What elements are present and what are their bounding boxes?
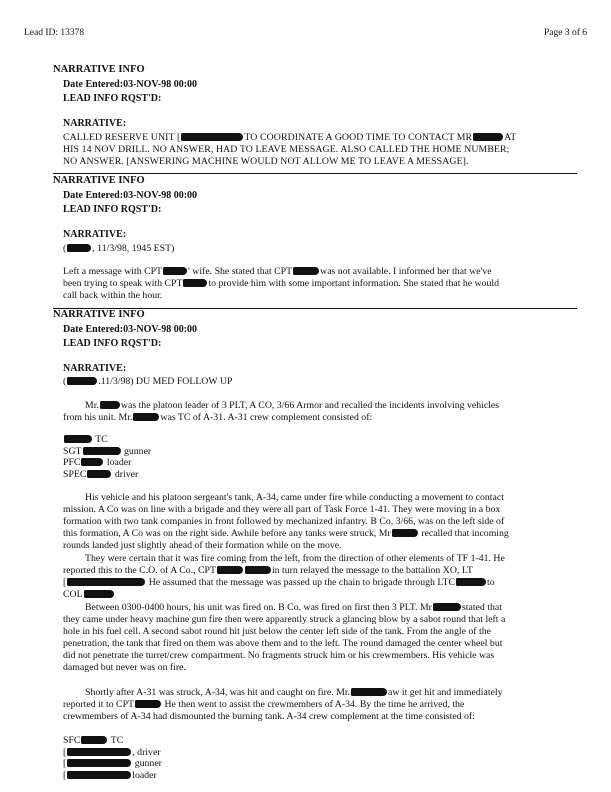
- redaction: [81, 736, 107, 744]
- narrative-text: Left a message with CPT ' wife. She stated that CPT was not available. I informed her that we've been trying to speak with CPT to provide him with some important information. She stated that he would call back within the hour.: [63, 266, 500, 301]
- redaction: [87, 470, 111, 478]
- lead-info-requested: LEAD INFO RQST'D:: [63, 204, 162, 215]
- section-divider: [53, 173, 577, 174]
- narrative-label: NARRATIVE:: [63, 363, 127, 374]
- redaction: [456, 578, 486, 586]
- list-item: TC: [63, 434, 151, 446]
- narrative-reference: ( , 11/3/98, 1945 EST): [63, 243, 175, 254]
- redaction: [67, 244, 91, 252]
- redaction: [100, 401, 120, 409]
- date-entered: Date Entered:03-NOV-98 00:00: [63, 190, 198, 201]
- redaction: [473, 133, 503, 141]
- narrative-paragraph: Shortly after A-31 was struck, A-34, was hit and caught on fire. Mr. aw it get hit and immediately reported it to CPT He then went to assist the crewmembers of A-34. By the time he arrived, the crewmembers of A-34 had dismounted the burning tank. A-34 crew complement at the time consisted of:: [63, 687, 503, 722]
- crew-list-a34: [63, 735, 162, 781]
- redaction: [133, 413, 159, 421]
- redaction: [81, 458, 103, 466]
- redaction: [67, 771, 131, 779]
- redaction: [433, 603, 461, 611]
- redaction: [67, 578, 145, 586]
- redaction: [392, 529, 418, 537]
- narrative-reference: ( .11/3/98) DU MED FOLLOW UP: [63, 376, 233, 387]
- narrative-text: CALLED RESERVE UNIT [ TO COORDINATE A GOOD TIME TO CONTACT MR AT HIS 14 NOV DRILL. NO ANSWER, HAD TO LEAVE MESSAGE. ALSO CALLED THE HOME NUMBER; NO ANSWER. [ANSWERING MACHINE WOULD NOT ALLOW ME TO LEAVE A MESSAGE].: [63, 132, 517, 167]
- lead-info-requested: LEAD INFO RQST'D:: [63, 93, 162, 104]
- narrative-paragraph: Between 0300-0400 hours, his unit was fired on. B Co. was fired on first then 3 PLT. Mr stated that they came under heavy machine gun fire then were apparently struck a glancing blow by a sabot round that left a hole in his fuel cell. A second sabot round hit just below the center left side of the tank. From the angle of the penetration, the tank that fired on them was above them and to the left. The round damaged the center wheel but did not penetrate the turret/crew compartment. No fragments struck him or his crewmembers. His vehicle was damaged but never was on fire.: [63, 602, 506, 673]
- section-title: NARRATIVE INFO: [53, 175, 145, 186]
- lead-info-requested: LEAD INFO RQST'D:: [63, 338, 162, 349]
- crew-list-a31: [63, 434, 151, 480]
- redaction: [135, 700, 161, 708]
- list-item: SPEC driver: [63, 468, 139, 480]
- redaction: [293, 267, 319, 275]
- lead-id: Lead ID: 13378: [24, 28, 85, 38]
- redaction: [67, 377, 97, 385]
- list-item: [ loader: [63, 769, 157, 781]
- narrative-paragraph: They were certain that it was fire coming from the left, from the direction of other elements of TF 1-41. He reported this to the C.O. of A Co., CPT in turn relayed the message to the battalion XO, LT [ He assumed that the message was passed up the chain to brigade through LTC to COL: [63, 553, 505, 600]
- page-number: Page 3 of 6: [543, 28, 587, 38]
- narrative-label: NARRATIVE:: [63, 118, 127, 129]
- redaction: [84, 590, 114, 598]
- redaction: [67, 748, 131, 756]
- narrative-paragraph: His vehicle and his platoon sergeant's tank, A-34, came under fire while conducting a movement to contact mission. A Co was on line with a brigade and they were all part of Task Force 1-41. They were moving in a box formation with two tank companies in front followed by mechanized infantry. B Co, 3/66, was on the left side of this formation, A Co was on the right side. Awhile before any tanks were struck, Mr recalled that incoming rounds landed just slightly ahead of their formation while on the move.: [63, 492, 509, 551]
- redaction: [217, 566, 243, 574]
- list-item: SFC TC: [63, 735, 124, 746]
- list-item: SGT gunner: [63, 445, 152, 457]
- list-item: [ gunner: [63, 758, 162, 769]
- section-title: NARRATIVE INFO: [53, 309, 145, 320]
- narrative-intro: Mr. was the platoon leader of 3 PLT, A CO, 3/66 Armor and recalled the incidents involving vehicles from his unit. Mr. was TC of A-31. A-31 crew complement consisted of:: [63, 400, 500, 423]
- list-item: PFC loader: [63, 457, 132, 468]
- redaction: [181, 133, 243, 141]
- redaction: [163, 267, 187, 275]
- list-item: [ , driver: [63, 746, 161, 758]
- section-title: NARRATIVE INFO: [53, 64, 145, 75]
- redaction: [83, 447, 121, 455]
- redaction: [351, 688, 387, 696]
- date-entered: Date Entered:03-NOV-98 00:00: [63, 79, 198, 90]
- date-entered: Date Entered:03-NOV-98 00:00: [63, 324, 198, 335]
- redaction: [64, 435, 92, 443]
- redaction: [183, 279, 207, 287]
- redaction: [67, 759, 131, 767]
- narrative-label: NARRATIVE:: [63, 229, 127, 240]
- redaction: [245, 566, 271, 574]
